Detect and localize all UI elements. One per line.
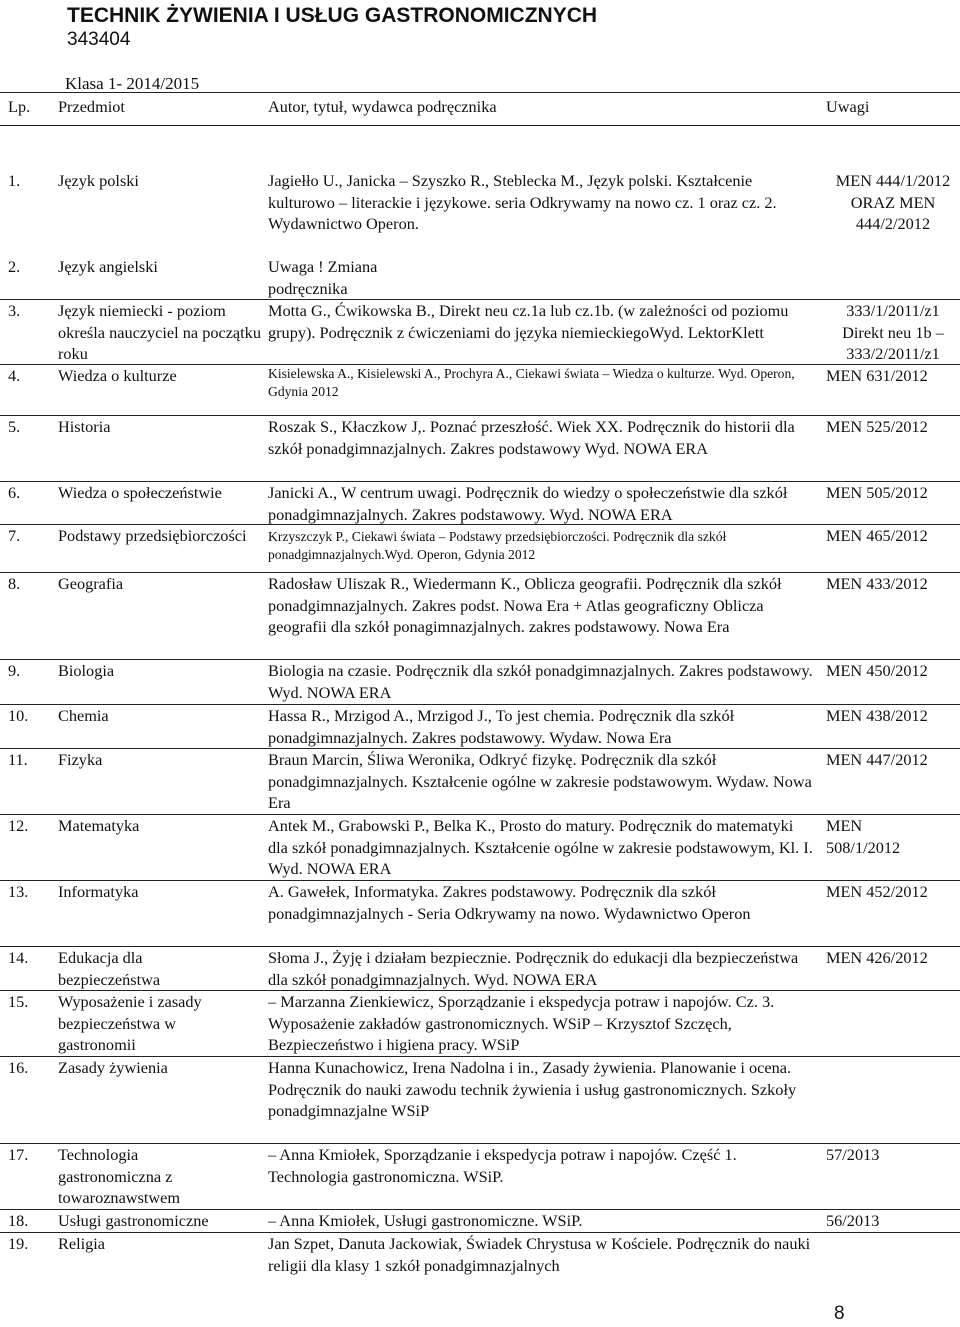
subject-name: Fizyka xyxy=(58,750,103,769)
approval-number: MEN 525/2012 xyxy=(826,417,928,436)
row-number: 17. xyxy=(8,1145,29,1164)
approval-number: MEN 631/2012 xyxy=(826,366,928,385)
textbook-cell: Antek M., Grabowski P., Belka K., Prosto do matury. Podręcznik do matematyki dla szkół ponadgimnazjalnych. Kształcenie ogólne w zakresie podstawowym, Kl. I. Wyd. NOWA ERA xyxy=(268,816,813,878)
subject-name: Język polski xyxy=(58,171,139,190)
subject-name: Biologia xyxy=(58,661,115,680)
textbook-cell: A. Gawełek, Informatyka. Zakres podstawowy. Podręcznik dla szkół ponadgimnazjalnych - Seria Odkrywamy na nowo. Wydawnictwo Operon xyxy=(268,882,751,923)
textbook-cell: Jagiełło U., Janicka – Szyszko R., Steblecka M., Język polski. Kształcenie kulturowo – literackie i językowe. seria Odkrywamy na nowo cz. 1 oraz cz. 2. Wydawnictwo Operon. xyxy=(268,171,777,233)
approval-number: 333/1/2011/z1 Direkt neu 1b – 333/2/2011/z1 xyxy=(842,301,944,363)
table-row xyxy=(0,364,960,415)
approval-number: MEN 465/2012 xyxy=(826,526,928,545)
row-number: 14. xyxy=(8,948,29,967)
textbook-cell: Motta G., Ćwikowska B., Direkt neu cz.1a lub cz.1b. (w zależności od poziomu grupy). Podręcznik z ćwiczeniami do języka niemieckiegoWyd. LektorKlett xyxy=(268,301,789,342)
table-row xyxy=(0,1209,960,1232)
table-header xyxy=(0,92,960,126)
approval-number: MEN 433/2012 xyxy=(826,574,928,593)
subject-name: Chemia xyxy=(58,706,109,725)
subject-name: Historia xyxy=(58,417,111,436)
table-row xyxy=(0,256,960,299)
textbook-cell: Jan Szpet, Danuta Jackowiak, Świadek Chrystusa w Kościele. Podręcznik do nauki religii dla klasy 1 szkół ponadgimnazjalnych xyxy=(268,1234,811,1275)
approval-number: 56/2013 xyxy=(826,1211,880,1230)
table-row xyxy=(0,704,960,748)
subject-name: Język angielski xyxy=(58,257,158,276)
approval-number: MEN 452/2012 xyxy=(826,882,928,901)
approval-number: MEN 505/2012 xyxy=(826,483,928,502)
subject-name: Wiedza o kulturze xyxy=(58,366,177,385)
textbook-cell: Braun Marcin, Śliwa Weronika, Odkryć fizykę. Podręcznik dla szkół ponadgimnazjalnych. Kształcenie ogólne w zakresie podstawowym. Wydaw. Nowa Era xyxy=(268,750,812,812)
textbook-cell: Hassa R., Mrzigod A., Mrzigod J., To jest chemia. Podręcznik dla szkół ponadgimnazjalnych. Zakres podstawowy. Wydaw. Nowa Era xyxy=(268,706,735,747)
approval-number: 57/2013 xyxy=(826,1145,880,1164)
table-row xyxy=(0,481,960,524)
table-row xyxy=(0,748,960,814)
table-row xyxy=(0,524,960,572)
row-number: 15. xyxy=(8,992,29,1011)
table-row xyxy=(0,170,960,256)
textbook-cell: Uwaga ! Zmiana podręcznika xyxy=(268,257,378,298)
header-book: Autor, tytuł, wydawca podręcznika xyxy=(268,97,497,116)
textbook-cell: – Anna Kmiołek, Sporządzanie i ekspedycja potraw i napojów. Część 1. Technologia gastronomiczna. WSiP. xyxy=(268,1145,737,1186)
textbook-cell: Hanna Kunachowicz, Irena Nadolna i in., Zasady żywienia. Planowanie i ocena. Podręcznik do nauki zawodu technik żywienia i usług gastronomicznych. Szkoły ponadgimnazjalne WSiP xyxy=(268,1058,797,1120)
row-number: 19. xyxy=(8,1234,29,1253)
subject-name: Technologia gastronomiczna z towaroznawstwem xyxy=(58,1145,181,1207)
row-number: 9. xyxy=(8,661,21,680)
header-notes: Uwagi xyxy=(826,97,870,116)
row-number: 4. xyxy=(8,366,21,385)
row-number: 6. xyxy=(8,483,21,502)
subject-name: Geografia xyxy=(58,574,124,593)
header-subject: Przedmiot xyxy=(58,97,125,116)
row-number: 1. xyxy=(8,171,21,190)
textbook-cell: Roszak S., Kłaczkow J,. Poznać przeszłość. Wiek XX. Podręcznik do historii dla szkół ponadgimnazjalnych. Zakres podstawowy Wyd. NOWA ERA xyxy=(268,417,795,458)
approval-number: MEN 447/2012 xyxy=(826,750,928,769)
document-title: TECHNIK ŻYWIENIA I USŁUG GASTRONOMICZNYCH xyxy=(67,4,598,27)
approval-number: MEN 450/2012 xyxy=(826,661,928,680)
subject-name: Religia xyxy=(58,1234,106,1253)
textbook-cell: Janicki A., W centrum uwagi. Podręcznik do wiedzy o społeczeństwie dla szkół ponadgimnazjalnych. Zakres podstawowy. Wyd. NOWA ERA xyxy=(268,483,788,524)
subject-name: Edukacja dla bezpieczeństwa xyxy=(58,948,161,989)
table-row xyxy=(0,299,960,364)
table-row xyxy=(0,946,960,990)
textbook-table xyxy=(0,92,960,1277)
table-row xyxy=(0,572,960,659)
textbook-cell: Biologia na czasie. Podręcznik dla szkół ponadgimnazjalnych. Zakres podstawowy. Wyd. NOWA ERA xyxy=(268,661,813,702)
subject-name: Informatyka xyxy=(58,882,139,901)
approval-number: MEN 426/2012 xyxy=(826,948,928,967)
document-header xyxy=(67,4,597,52)
textbook-cell: – Anna Kmiołek, Usługi gastronomiczne. WSiP. xyxy=(268,1211,583,1230)
table-row xyxy=(0,990,960,1056)
header-lp: Lp. xyxy=(8,97,31,116)
textbook-cell: Kisielewska A., Kisielewski A., Prochyra A., Ciekawi świata – Wiedza o kulturze. Wyd. Operon, Gdynia 2012 xyxy=(268,366,795,399)
row-number: 3. xyxy=(8,301,21,320)
subject-name: Język niemiecki - poziom określa nauczyciel na początku roku xyxy=(58,301,261,363)
table-row xyxy=(0,814,960,880)
row-number: 2. xyxy=(8,257,21,276)
table-row xyxy=(0,880,960,946)
subject-name: Wiedza o społeczeństwie xyxy=(58,483,222,502)
spacer-row xyxy=(0,126,960,170)
row-number: 18. xyxy=(8,1211,29,1230)
row-number: 11. xyxy=(8,750,28,769)
row-number: 12. xyxy=(8,816,29,835)
profession-code: 343404 xyxy=(67,29,131,50)
row-number: 8. xyxy=(8,574,21,593)
row-number: 7. xyxy=(8,526,21,545)
subject-name: Matematyka xyxy=(58,816,140,835)
row-number: 16. xyxy=(8,1058,29,1077)
approval-number: MEN 508/1/2012 xyxy=(826,816,901,857)
subject-name: Zasady żywienia xyxy=(58,1058,168,1077)
class-year: Klasa 1- 2014/2015 xyxy=(65,74,200,93)
textbook-cell: Radosław Uliszak R., Wiedermann K., Oblicza geografii. Podręcznik dla szkół ponadgimnazjalnych. Zakres podst. Nowa Era + Atlas geograficzny Oblicza geografii dla szkół ponagimnazjalnych. zakres podstawowy. Nowa Era xyxy=(268,574,782,636)
page-number: 8 xyxy=(834,1303,845,1324)
subject-name: Wyposażenie i zasady bezpieczeństwa w gastronomii xyxy=(58,992,202,1054)
table-row xyxy=(0,415,960,481)
row-number: 13. xyxy=(8,882,29,901)
textbook-cell: Słoma J., Żyję i działam bezpiecznie. Podręcznik do edukacji dla bezpieczeństwa dla szkół ponadgimnazjalnych. Wyd. NOWA ERA xyxy=(268,948,799,989)
row-number: 5. xyxy=(8,417,21,436)
table-row xyxy=(0,1143,960,1209)
subject-name: Usługi gastronomiczne xyxy=(58,1211,209,1230)
row-number: 10. xyxy=(8,706,29,725)
subject-name: Podstawy przedsiębiorczości xyxy=(58,526,247,545)
textbook-cell: – Marzanna Zienkiewicz, Sporządzanie i ekspedycja potraw i napojów. Cz. 3. Wyposażenie zakładów gastronomicznych. WSiP – Krzysztof Szczęch, Bezpieczeństwo i higiena pracy. WSiP xyxy=(268,992,775,1054)
textbook-cell: Krzyszczyk P., Ciekawi świata – Podstawy przedsiębiorczości. Podręcznik dla szkół ponadgimnazjalnych.Wyd. Operon, Gdynia 2012 xyxy=(268,529,727,562)
approval-number: MEN 444/1/2012 ORAZ MEN 444/2/2012 xyxy=(835,171,951,233)
approval-number: MEN 438/2012 xyxy=(826,706,928,725)
table-row xyxy=(0,1232,960,1277)
table-row xyxy=(0,1056,960,1143)
table-row xyxy=(0,659,960,704)
